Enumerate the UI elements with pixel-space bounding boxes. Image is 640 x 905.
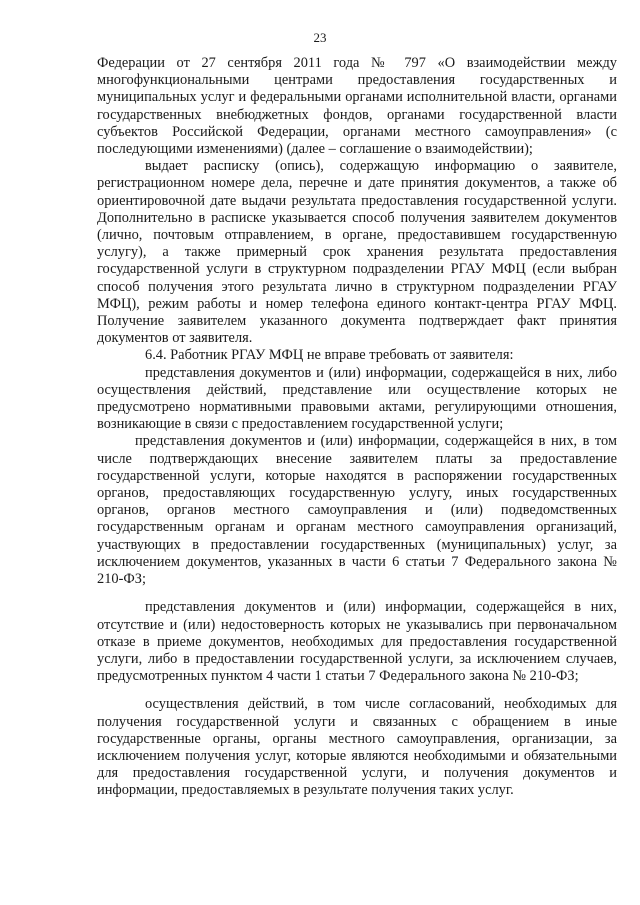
paragraph-spacer bbox=[97, 685, 617, 696]
page-number: 23 bbox=[313, 30, 327, 45]
paragraph-item-4: осуществления действий, в том числе согласований, необходимых для получения государственной услуги и связанных с обращением в иные государственные органы, органы местного самоуправления, организации, за исключением получения услуг, которые являются необходимыми и обязательными для предоставления государственной услуги, и получения документов и информации, предоставляемых в результате получения таких услуг. bbox=[97, 696, 617, 799]
paragraph-receipt: выдает расписку (опись), содержащую информацию о заявителе, регистрационном номере дела, перечне и дате принятия документов, а также об ориентировочной дате выдачи результата предоставления государственной услуги. Дополнительно в расписке указывается способ получения заявителем документов (лично, почтовым отправлением, в органе, предоставившем государственную услугу), а также примерный срок хранения результата предоставления государственной услуги в структурном подразделении РГАУ МФЦ (если выбран способ получения этого результата лично в структурном подразделении РГАУ МФЦ), режим работы и номер телефона единого контакт-центра РГАУ МФЦ. Получение заявителем указанного документа подтверждает факт принятия документов от заявителя. bbox=[97, 158, 617, 347]
paragraph-item-3: представления документов и (или) информации, содержащейся в них, отсутствие и (или) недостоверность которых не указывались при первоначальном отказе в приеме документов, необходимых для предоставления государственной услуги, либо в предоставлении государственной услуги, за исключением случаев, предусмотренных пунктом 4 части 1 статьи 7 Федерального закона № 210-ФЗ; bbox=[97, 599, 617, 685]
paragraph-item-2: представления документов и (или) информации, содержащейся в них, в том числе подтверждающих внесение заявителем платы за предоставление государственной услуги, которые находятся в распоряжении государственных органов, предоставляющих государственную услугу, иных государственных органов, органов местного самоуправления и (или) подведомственных государственным органам и органам местного самоуправления организаций, участвующих в предоставлении государственных (муниципальных) услуг, за исключением документов, указанных в части 6 статьи 7 Федерального закона № 210-ФЗ; bbox=[97, 433, 617, 588]
paragraph-section-6-4: 6.4. Работник РГАУ МФЦ не вправе требовать от заявителя: bbox=[145, 347, 514, 364]
document-body bbox=[97, 55, 617, 800]
paragraph-item-1: представления документов и (или) информации, содержащейся в них, либо осуществления действий, представление или осуществление которых не предусмотрено нормативными правовыми актами, регулирующими отношения, возникающие в связи с предоставлением государственной услуги; bbox=[97, 364, 617, 433]
paragraph-agreement-reference: Федерации от 27 сентября 2011 года № 797 «О взаимодействии между многофункциональными центрами предоставления государственных и муниципальных услуг и федеральными органами исполнительной власти, органами государственных внебюджетных фондов, органами государственной власти субъектов Российской Федерации, органами местного самоуправления» (с последующими изменениями) (далее – соглашение о взаимодействии); bbox=[97, 55, 617, 158]
paragraph-spacer bbox=[97, 588, 617, 599]
